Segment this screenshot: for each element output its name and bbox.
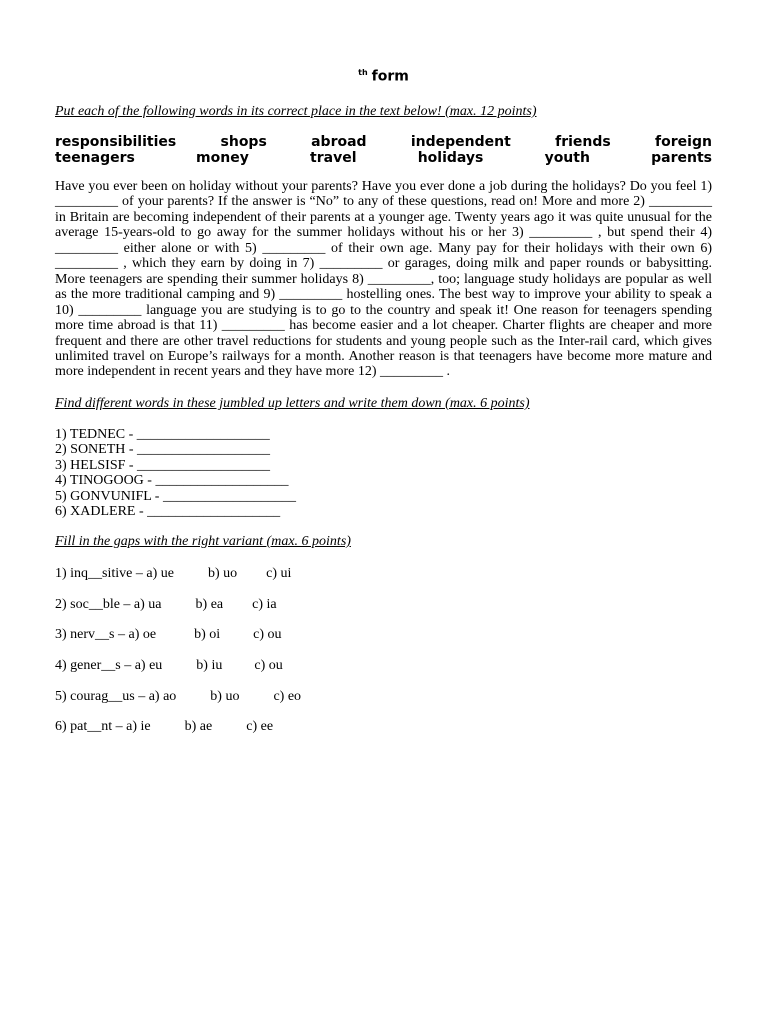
variant-item (55, 627, 301, 658)
word-bank-item: responsibilities (55, 134, 177, 150)
jumbled-words-list (55, 427, 296, 519)
title-text: form (371, 68, 409, 85)
variant-stem: 4) gener__s – a) eu (55, 658, 163, 674)
variant-item (55, 658, 301, 689)
variant-option-b: b) iu (196, 658, 223, 674)
variant-option-b: b) uo (207, 566, 238, 581)
word-bank-item: travel (310, 150, 357, 166)
jumbled-word-item: 1) TEDNEC - ___________________ (55, 427, 270, 442)
variant-item (55, 597, 301, 628)
variant-option-c: c) ou (253, 627, 282, 643)
gap-fill-text: Have you ever been on holiday without your parents? Have you ever done a job during the holidays? Do you feel 1) _________ of your parents? If the answer is “No” to any of these questions, read on! More and more 2) _________ in Britain are becoming independent of their parents at a younger age. Twenty years ago it was quite unusual for the average 15-years-old to go away for the summer holidays without his or her 3) _________ , but spend their 4) _________ either alone or with 5) _________ of their own age. Many pay for their holidays with their own 6) _________ , which they earn by doing in 7) _________ or garages, doing milk and paper rounds or babysitting. More teenagers are spending their summer holidays 8) _________, too; language study holidays are popular as well as the more traditional camping and 9) _________ hostelling ones. The best way to improve your ability to speak a 10) _________ language you are studying is to go to the country and speak it! One reason for teenagers spending more time abroad is that 11) _________ has become easier and a lot cheaper. Charter flights are cheaper and more frequent and there are other travel reductions for students and young people such as the Inter-rail card, which gives unlimited travel on Europe’s railways for a month. Another reason is that teenagers have become more mature and more independent in recent years and they have more 12) _________ . (55, 179, 712, 380)
word-bank-row-2 (55, 150, 712, 166)
page-title (55, 68, 712, 85)
variant-option-c: c) ee (246, 719, 274, 735)
variant-stem: 2) soc__ble – a) ua (55, 596, 162, 612)
word-bank-row-1 (55, 134, 712, 150)
variant-option-c: c) ui (266, 566, 292, 581)
word-bank-item: independent (410, 134, 511, 150)
variant-stem: 1) inq__sitive – a) ue (55, 566, 174, 581)
word-bank-item: parents (651, 150, 712, 166)
jumbled-word-item: 2) SONETH - ___________________ (55, 442, 271, 458)
variant-item (55, 566, 301, 597)
variant-stem: 6) pat__nt – a) ie (55, 719, 151, 735)
variant-option-b: b) oi (194, 627, 221, 643)
variant-option-c: c) ou (254, 658, 283, 674)
variant-list (55, 566, 301, 750)
word-bank-item: abroad (311, 134, 367, 150)
word-bank-item: shops (220, 134, 267, 150)
section3-instruction: Fill in the gaps with the right variant (max. 6 points) (55, 534, 351, 549)
word-bank-item: teenagers (55, 150, 135, 166)
word-bank-item: holidays (417, 150, 484, 166)
word-bank-item: friends (555, 134, 611, 150)
word-bank-item: money (196, 150, 249, 166)
section2-instruction: Find different words in these jumbled up letters and write them down (max. 6 points) (55, 396, 530, 411)
variant-item (55, 689, 301, 720)
title-superscript: th (358, 68, 368, 77)
jumbled-word-item: 4) TINOGOOG - ___________________ (55, 473, 289, 489)
word-bank-item: youth (544, 150, 590, 166)
variant-option-b: b) ae (184, 719, 213, 735)
variant-option-c: c) eo (273, 688, 302, 704)
variant-option-c: c) ia (252, 596, 277, 612)
variant-option-b: b) ea (195, 596, 224, 612)
variant-option-b: b) uo (210, 688, 240, 704)
section1-instruction: Put each of the following words in its correct place in the text below! (max. 12 points) (55, 104, 537, 119)
variant-item (55, 719, 301, 750)
word-bank-item: foreign (655, 134, 712, 150)
variant-stem: 5) courag__us – a) ao (55, 688, 177, 704)
jumbled-word-item: 5) GONVUNIFL - ___________________ (55, 488, 296, 504)
jumbled-word-item: 6) XADLERE - ___________________ (55, 503, 281, 519)
jumbled-word-item: 3) HELSISF - ___________________ (55, 457, 271, 473)
variant-stem: 3) nerv__s – a) oe (55, 627, 157, 643)
